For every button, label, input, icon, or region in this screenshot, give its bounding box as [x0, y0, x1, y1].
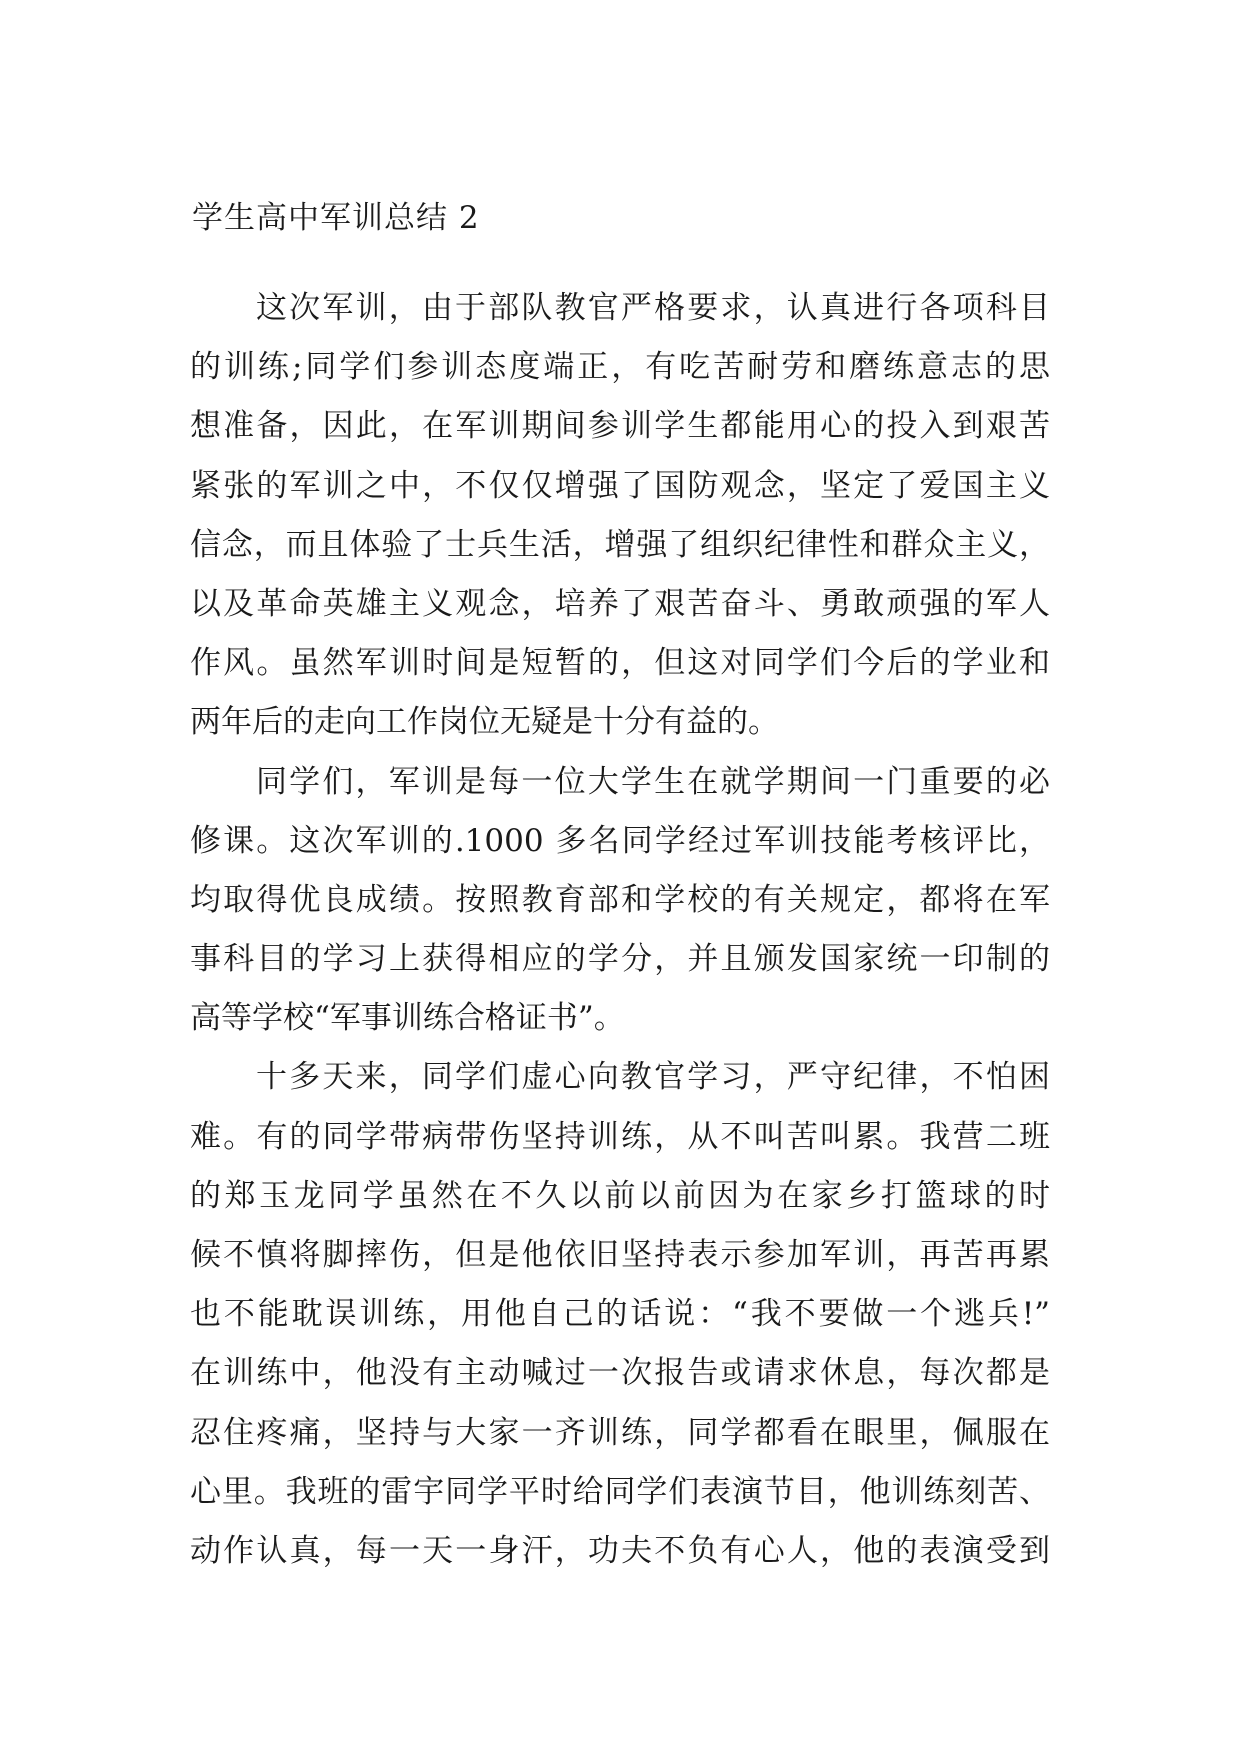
- text-line: 修课。这次军训的.1000 多名同学经过军训技能考核评比，: [190, 822, 1050, 859]
- paragraph-1: [190, 279, 1050, 753]
- text-line: 均取得优良成绩。按照教育部和学校的有关规定，都将在军: [190, 881, 1050, 918]
- text-line: 以及革命英雄主义观念，培养了艰苦奋斗、勇敢顽强的军人: [190, 585, 1050, 622]
- text-line: 十多天来，同学们虚心向教官学习，严守纪律，不怕困: [256, 1059, 1050, 1096]
- text-line: 的郑玉龙同学虽然在不久以前以前因为在家乡打篮球的时: [190, 1177, 1050, 1214]
- text-line: 同学们，军训是每一位大学生在就学期间一门重要的必: [256, 763, 1050, 800]
- text-line: 高等学校“军事训练合格证书”。: [190, 1000, 625, 1037]
- document-title: 学生高中军训总结 2: [192, 200, 480, 236]
- text-line: 心里。我班的雷宇同学平时给同学们表演节目，他训练刻苦、: [190, 1473, 1050, 1510]
- document-body: [190, 279, 1050, 1581]
- text-line: 这次军训，由于部队教官严格要求，认真进行各项科目: [256, 290, 1050, 326]
- text-line: 动作认真，每一天一身汗，功夫不负有心人，他的表演受到: [190, 1532, 1050, 1569]
- text-line: 也不能耽误训练，用他自己的话说：“我不要做一个逃兵!”: [190, 1296, 1050, 1333]
- text-line: 信念，而且体验了士兵生活，增强了组织纪律性和群众主义，: [190, 526, 1050, 563]
- text-line: 作风。虽然军训时间是短暂的，但这对同学们今后的学业和: [190, 645, 1050, 682]
- text-line: 忍住疼痛，坚持与大家一齐训练，同学都看在眼里，佩服在: [190, 1414, 1050, 1451]
- text-line: 在训练中，他没有主动喊过一次报告或请求休息，每次都是: [190, 1355, 1050, 1392]
- text-line: 候不慎将脚摔伤，但是他依旧坚持表示参加军训，再苦再累: [190, 1237, 1050, 1273]
- text-line: 两年后的走向工作岗位无疑是十分有益的。: [190, 704, 779, 741]
- text-line: 的训练;同学们参训态度端正，有吃苦耐劳和磨练意志的思: [190, 349, 1050, 386]
- text-line: 想准备，因此，在军训期间参训学生都能用心的投入到艰苦: [190, 408, 1050, 445]
- text-line: 紧张的军训之中，不仅仅增强了国防观念，坚定了爱国主义: [190, 467, 1050, 504]
- text-line: 事科目的学习上获得相应的学分，并且颁发国家统一印制的: [190, 941, 1050, 978]
- paragraph-2: [190, 753, 1050, 1049]
- text-line: 难。有的同学带病带伤坚持训练，从不叫苦叫累。我营二班: [190, 1118, 1050, 1155]
- paragraph-3: [190, 1048, 1050, 1581]
